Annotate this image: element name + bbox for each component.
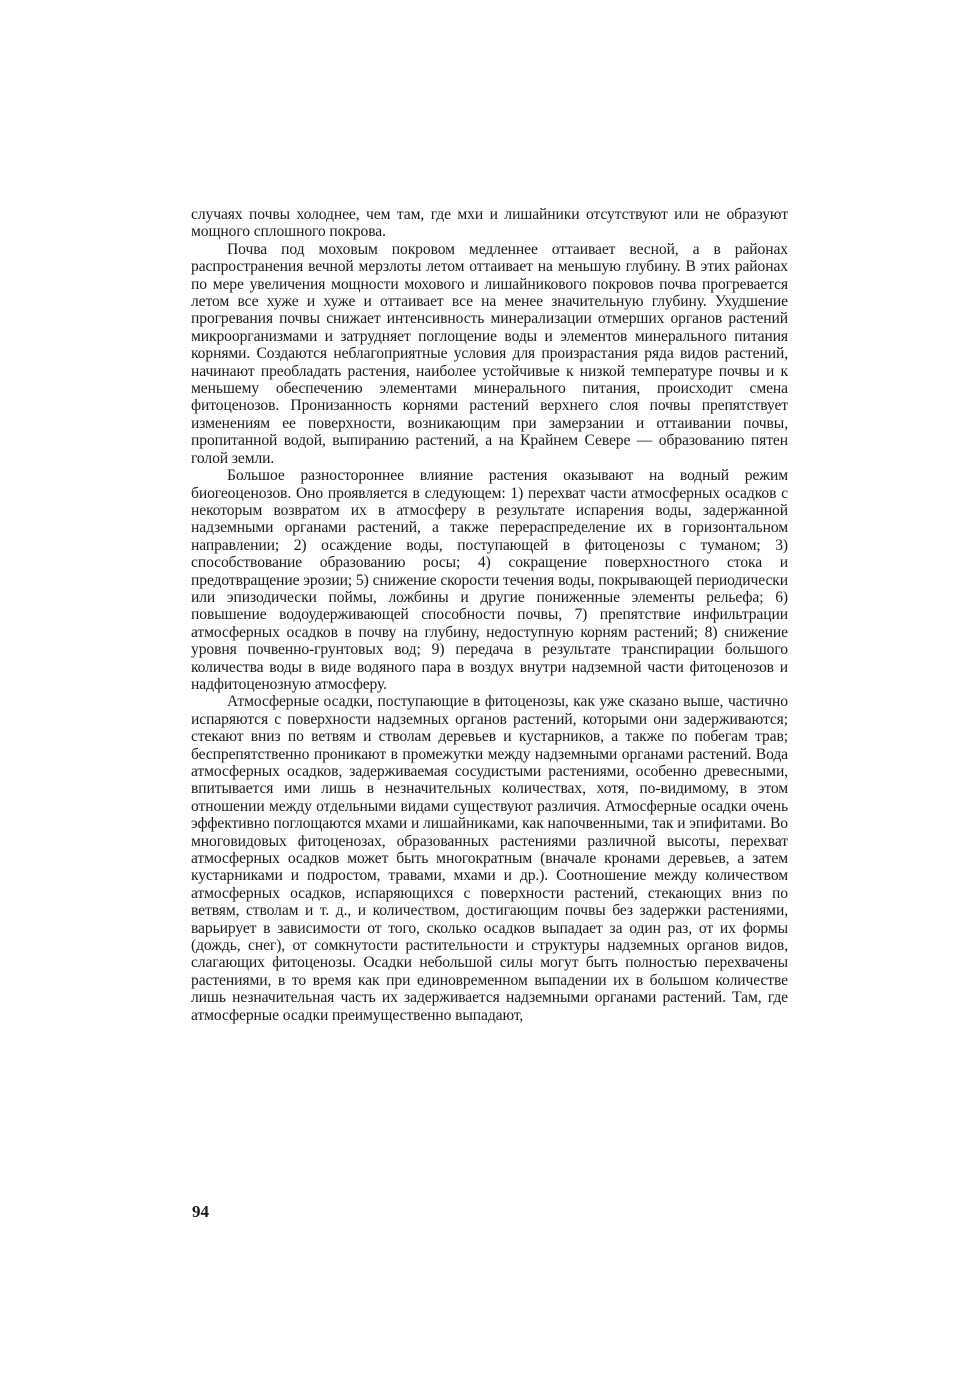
paragraph-precipitation: Атмосферные осадки, поступающие в фитоценозы, как уже сказано выше, частично испаряются с поверхности надземных органов растений, которыми они задерживаются; стекают вниз по ветвям и стволам деревьев и кустарников, а также по побегам трав; беспрепятственно проникают в промежутки между надземными органами растений. Вода атмосферных осадков, задерживаемая сосудистыми растениями, особенно древесными, впитывается ими лишь в незначительных количествах, хотя, по-видимому, в этом отношении между отдельными видами существуют различия. Атмосферные осадки очень эффективно поглощаются мхами и лишайниками, как напочвенными, так и эпифитами. Во многовидовых фитоценозах, образованных растениями различной высоты, перехват атмосферных осадков может быть многократным (вначале кронами деревьев, а затем кустарниками и подростом, травами, мхами и др.). Соотношение между количеством атмосферных осадков, испаряющихся с поверхности растений, стекающих вниз по ветвям, стволам и т. д., и количеством, достигающим почвы без задержки растениями, варьирует в зависимости от того, сколько осадков выпадает за один раз, от их формы (дождь, снег), от сомкнутости растительности и структуры надземных органов видов, слагающих фитоценозы. Осадки небольшой силы могут быть полностью перехвачены растениями, в то время как при единовременном выпадении их в большом количестве лишь незначительная часть их задерживается надземными органами растений. Там, где атмосферные осадки преимущественно выпадают, bbox=[191, 693, 788, 1024]
paragraph-continued: случаях почвы холоднее, чем там, где мхи и лишайники отсутствуют или не образуют мощного сплошного покрова. bbox=[191, 206, 788, 241]
page-number: 94 bbox=[192, 1202, 209, 1221]
page-body bbox=[191, 206, 788, 1024]
paragraph-water-regime: Большое разностороннее влияние растения оказывают на водный режим биогеоценозов. Оно проявляется в следующем: 1) перехват части атмосферных осадков с некоторым возвратом их в атмосферу в результате испарения воды, задержанной надземными органами растений, а также перераспределение их в горизонтальном направлении; 2) осаждение воды, поступающей в фитоценозы с туманом; 3) способствование образованию росы; 4) сокращение поверхностного стока и предотвращение эрозии; 5) снижение скорости течения воды, покрывающей периодически или эпизодически поймы, ложбины и другие пониженные элементы рельефа; 6) повышение водоудерживающей способности почвы, 7) препятствие инфильтрации атмосферных осадков в почву на глубину, недоступную корням растений; 8) снижение уровня почвенно-грунтовых вод; 9) передача в результате транспирации большого количества воды в виде водяного пара в воздух внутри надземной части фитоценозов и надфитоценозную атмосферу. bbox=[191, 467, 788, 693]
paragraph-moss-cover: Почва под моховым покровом медленнее оттаивает весной, а в районах распространения вечной мерзлоты летом оттаивает на меньшую глубину. В этих районах по мере увеличения мощности мохового и лишайникового покровов почва прогревается летом все хуже и хуже и оттаивает все на менее значительную глубину. Ухудшение прогревания почвы снижает интенсивность минерализации отмерших органов растений микроорганизмами и затрудняет поглощение воды и элементов минерального питания корнями. Создаются неблагоприятные условия для произрастания ряда видов растений, начинают преобладать растения, наиболее устойчивые к низкой температуре почвы и к меньшему обеспечению элементами минерального питания, происходит смена фитоценозов. Пронизанность корнями растений верхнего слоя почвы препятствует изменениям ее поверхности, возникающим при замерзании и оттаивании почвы, пропитанной водой, выпиранию растений, а на Крайнем Севере — образованию пятен голой земли. bbox=[191, 240, 788, 467]
